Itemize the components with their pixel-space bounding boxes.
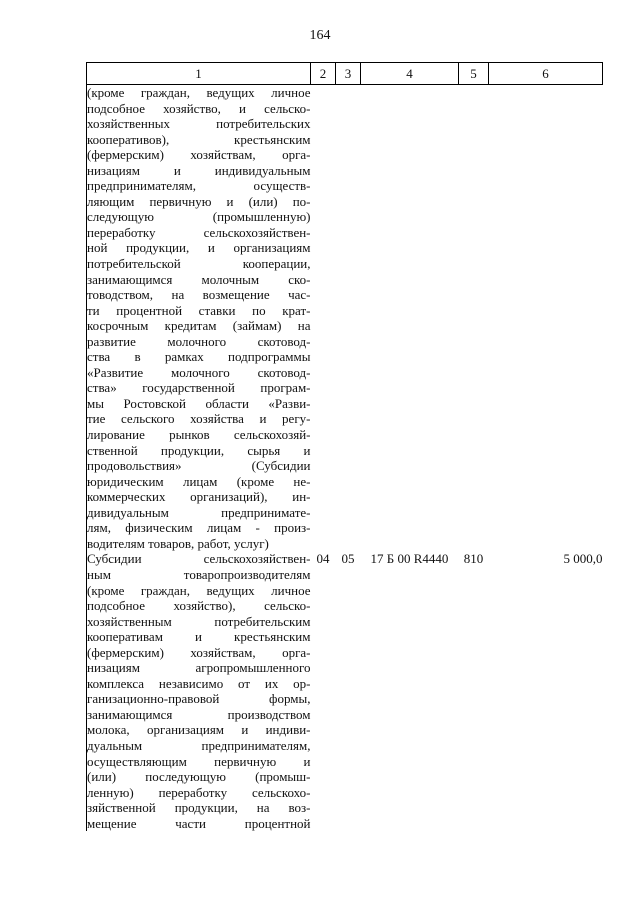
description-line: комплекса независимо от их ор- xyxy=(87,675,311,691)
description-line: Субсидии сельскохозяйствен- xyxy=(87,551,311,567)
description-line: ства в рамках подпрограммы xyxy=(87,349,311,365)
row-1-expense-type xyxy=(459,85,489,552)
row-2-amount: 5 000,0 xyxy=(563,551,603,567)
page-number: 164 xyxy=(309,28,331,43)
description-line: мещение части процентной xyxy=(87,815,311,831)
description-line: мы Ростовской области «Разви- xyxy=(87,395,311,411)
description-line: лям, физическим лицам - произ- xyxy=(87,520,311,536)
description-line: (или) последующую (промыш- xyxy=(87,769,311,785)
row-2-description xyxy=(87,551,311,831)
description-line: (фермерским) хозяйствам, орга- xyxy=(87,644,311,660)
description-line: ленную) переработку сельскохо- xyxy=(87,784,311,800)
description-line: низациям агропромышленного xyxy=(87,660,311,676)
description-line: развитие молочного скотовод- xyxy=(87,333,311,349)
row-1-amount xyxy=(489,85,603,552)
description-line: товодством, на возмещение час- xyxy=(87,287,311,303)
row-1-description xyxy=(87,85,311,552)
row-1-description-text xyxy=(87,85,311,551)
row-2-description-text xyxy=(87,551,311,831)
description-line: ным товаропроизводителям xyxy=(87,566,311,582)
row-2-expense-type: 810 xyxy=(463,551,484,567)
header-col-2: 2 xyxy=(311,63,336,85)
description-line: подсобное хозяйство, и сельско- xyxy=(87,100,311,116)
description-line: хозяйственных потребительских xyxy=(87,116,311,132)
header-col-1: 1 xyxy=(87,63,311,85)
budget-table xyxy=(86,62,603,831)
description-line: ства» государственной програм- xyxy=(87,380,311,396)
row-1-subsection xyxy=(336,85,361,552)
description-line: подсобное хозяйство), сельско- xyxy=(87,598,311,614)
row-1-target-article xyxy=(361,85,459,552)
description-line: ляющим первичную и (или) по- xyxy=(87,193,311,209)
description-line: осуществляющим первичную и xyxy=(87,753,311,769)
description-line: юридическим лицам (кроме не- xyxy=(87,473,311,489)
description-line: дивидуальным предпринимате- xyxy=(87,504,311,520)
description-line: предпринимателям, осуществ- xyxy=(87,178,311,194)
description-line: кооперативов), крестьянским xyxy=(87,131,311,147)
description-line: ганизационно-правовой формы, xyxy=(87,691,311,707)
description-line: переработку сельскохозяйствен- xyxy=(87,224,311,240)
header-col-6: 6 xyxy=(489,63,603,85)
description-line: коммерческих организаций), ин- xyxy=(87,489,311,505)
description-line: косрочным кредитам (займам) на xyxy=(87,318,311,334)
description-line: следующую (промышленную) xyxy=(87,209,311,225)
description-line: тие сельского хозяйства и регу- xyxy=(87,411,311,427)
row-2-section: 04 xyxy=(316,551,330,567)
description-line: водителям товаров, работ, услуг) xyxy=(87,535,269,551)
description-line: (кроме граждан, ведущих личное xyxy=(87,582,311,598)
description-line: хозяйственным потребительским xyxy=(87,613,311,629)
header-col-3: 3 xyxy=(336,63,361,85)
description-line: лирование рынков сельскохозяй- xyxy=(87,427,311,443)
row-2-subsection: 05 xyxy=(341,551,355,567)
description-line: потребительской кооперации, xyxy=(87,256,311,272)
table-row xyxy=(87,551,603,831)
row-2-target-article: 17 Б 00 R4440 xyxy=(370,551,449,567)
description-line: занимающимся молочным ско- xyxy=(87,271,311,287)
table-row xyxy=(87,85,603,552)
table-header-row xyxy=(87,63,603,85)
description-line: (кроме граждан, ведущих личное xyxy=(87,85,311,100)
description-line: ственной продукции, сырья и xyxy=(87,442,311,458)
description-line: низациям и индивидуальным xyxy=(87,162,311,178)
description-line: дуальным предпринимателям, xyxy=(87,737,311,753)
description-line: ти процентной ставки по крат- xyxy=(87,302,311,318)
description-line: молока, организациям и индиви- xyxy=(87,722,311,738)
header-col-5: 5 xyxy=(459,63,489,85)
description-line: «Развитие молочного скотовод- xyxy=(87,364,311,380)
description-line: занимающимся производством xyxy=(87,706,311,722)
row-1-section xyxy=(311,85,336,552)
description-line: зяйственной продукции, на воз- xyxy=(87,800,311,816)
header-col-4: 4 xyxy=(361,63,459,85)
description-line: ной продукции, и организациям xyxy=(87,240,311,256)
description-line: продовольствия» (Субсидии xyxy=(87,458,311,474)
description-line: (фермерским) хозяйствам, орга- xyxy=(87,147,311,163)
description-line: кооперативам и крестьянским xyxy=(87,629,311,645)
